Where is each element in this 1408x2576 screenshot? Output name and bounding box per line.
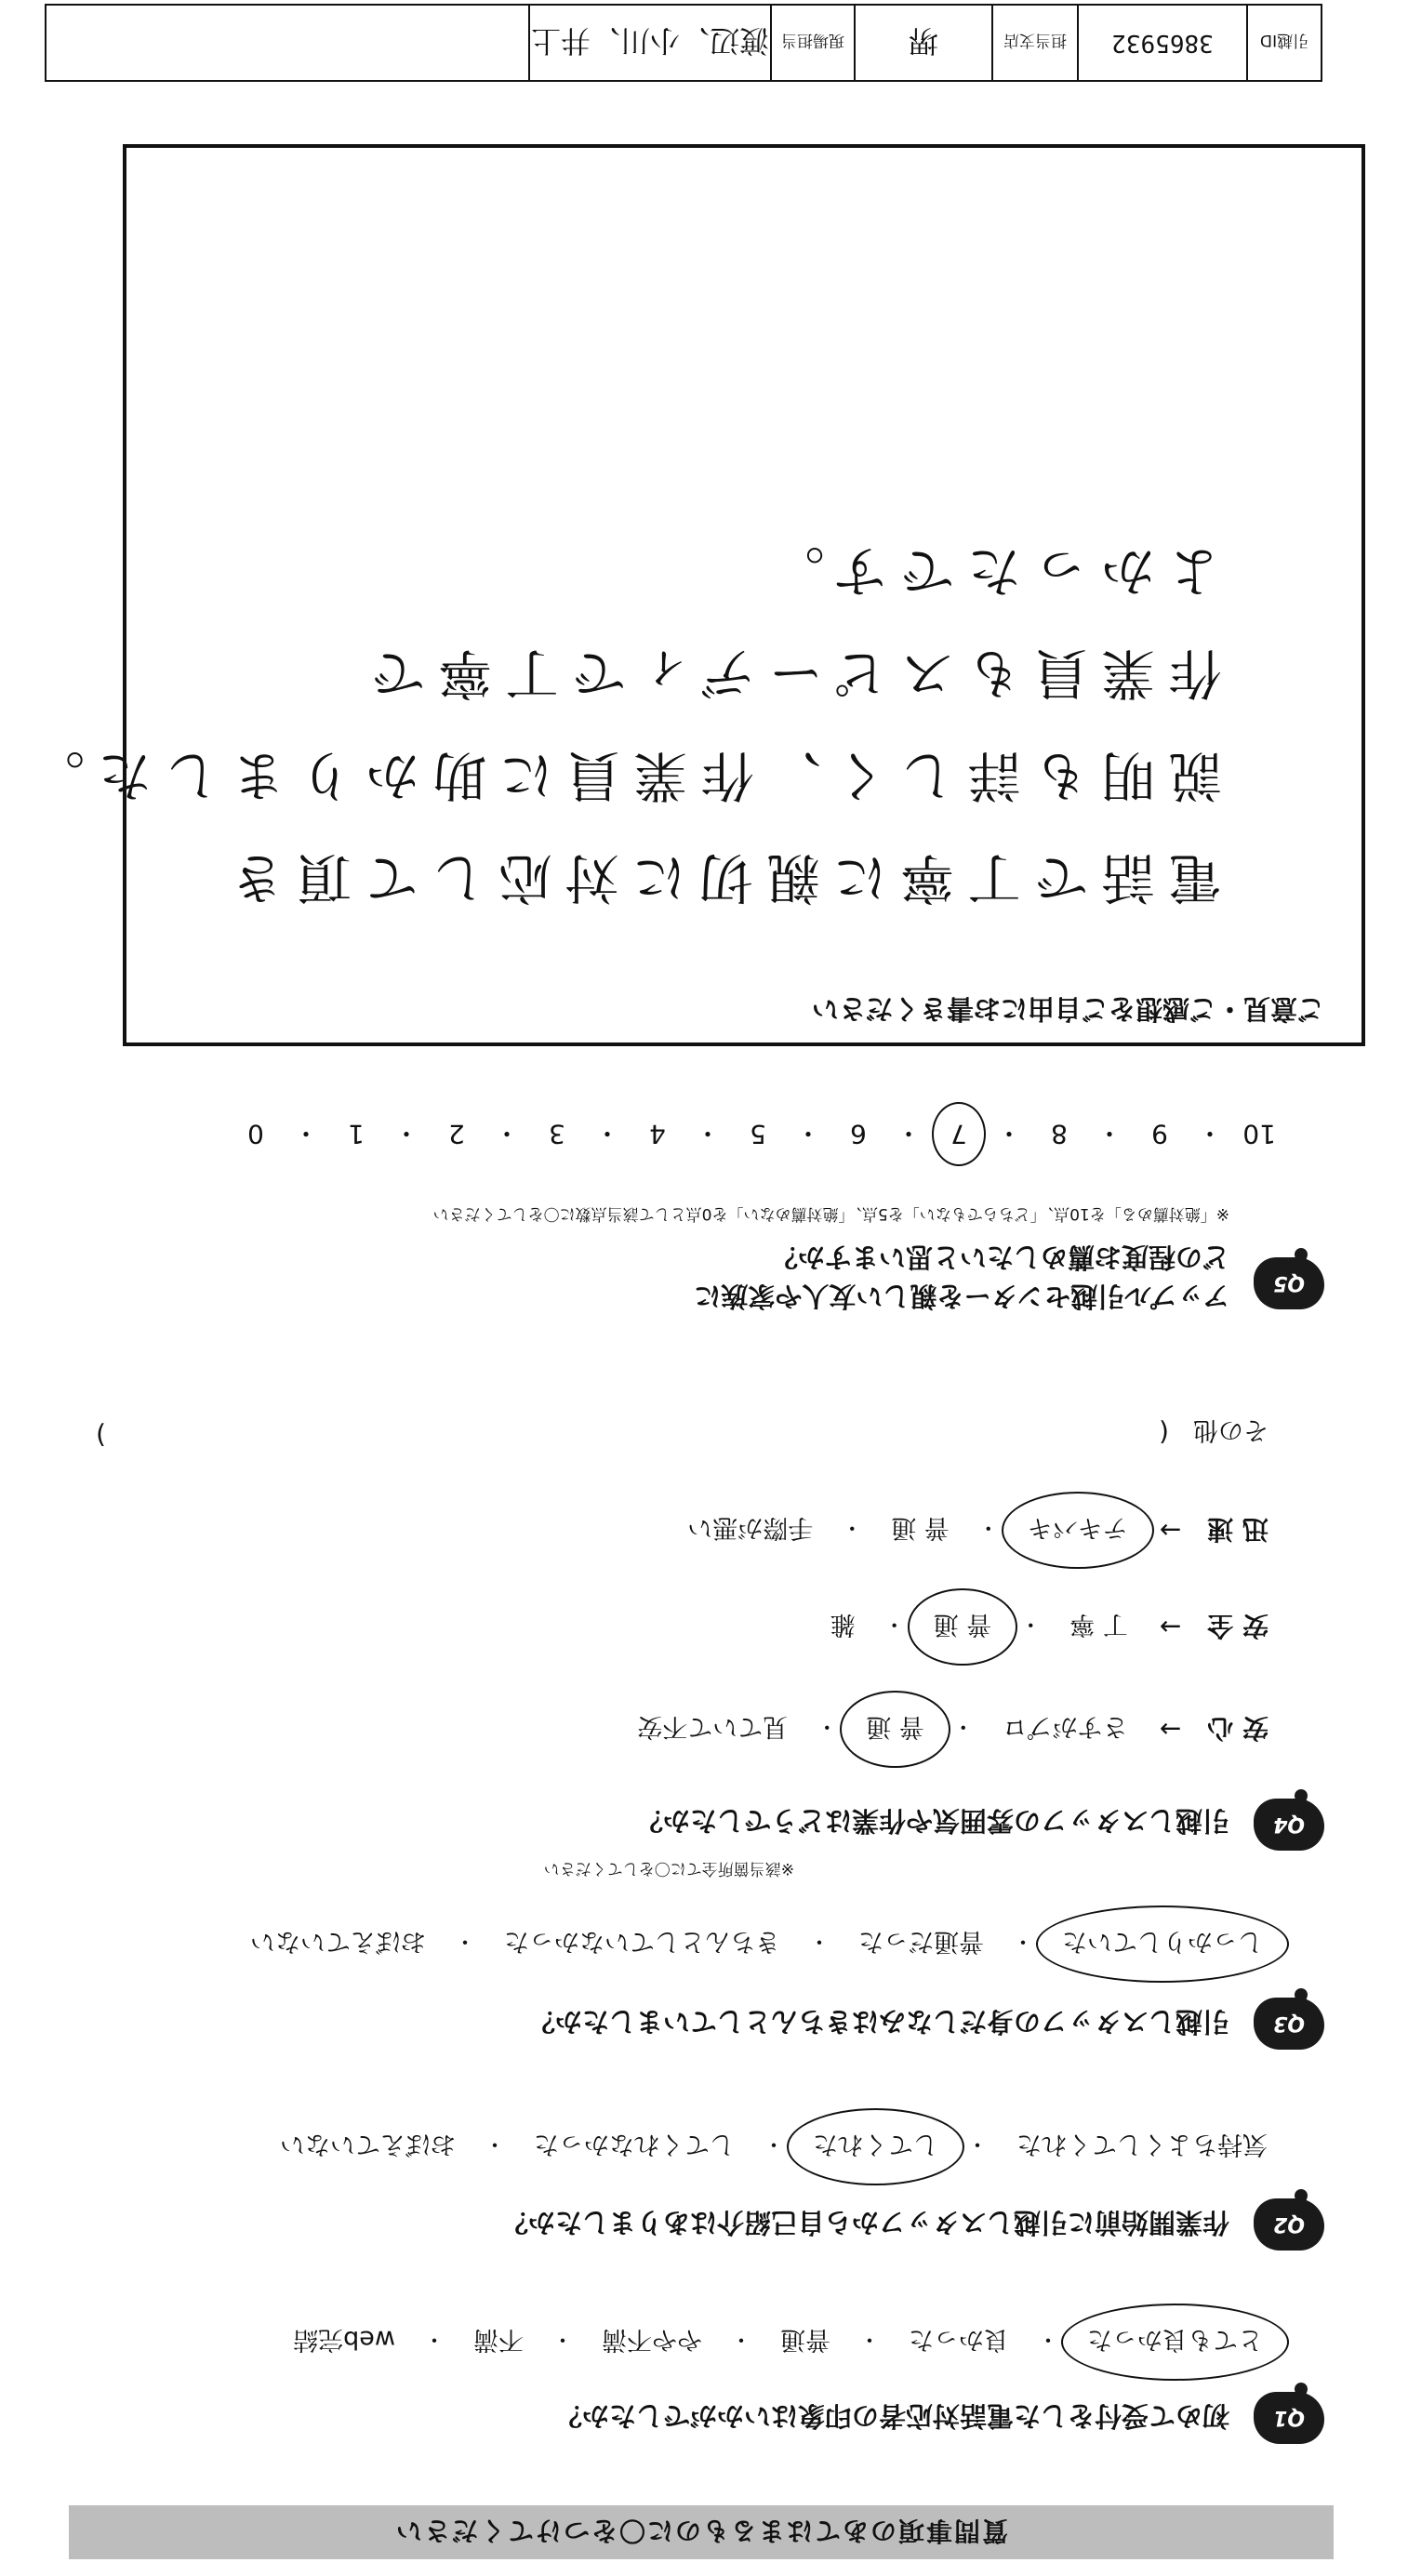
value-branch: 堺 [909, 23, 939, 59]
q4-row-jinsoku [682, 1512, 1269, 1549]
sep: ・ [293, 1118, 320, 1149]
staff-cell-label [770, 6, 854, 80]
sep: ・ [730, 2327, 752, 2353]
q4-row2-option-3[interactable]: 雑 [830, 1610, 856, 1640]
comment-title: ご意見・ご感想をご自由にお書きください [811, 993, 1324, 1025]
q1-options [287, 2324, 1269, 2360]
score-0[interactable]: 0 [247, 1119, 264, 1150]
score-9[interactable]: 9 [1151, 1119, 1168, 1150]
branch-cell-value [854, 6, 991, 80]
sep: ・ [1019, 1612, 1043, 1639]
q4-title: 引越しスタッフの雰囲気や作業はどうでしたか？ [635, 1805, 1229, 1837]
q4-row1-option-3[interactable]: 見ていて不安 [637, 1712, 789, 1742]
q4-row-label: 安 心 [1207, 1713, 1269, 1744]
q5-badge: Q5 [1273, 1271, 1306, 1295]
sep: ・ [454, 1929, 476, 1955]
q4-row3-option-3[interactable]: 手際が悪い [687, 1513, 814, 1543]
q4-row-anzen [825, 1609, 1269, 1646]
q3-option-1[interactable]: しっかりしていた [1056, 1926, 1269, 1962]
sep: ・ [551, 2327, 574, 2353]
value-hikkoshi-id: 3865932 [1111, 29, 1214, 57]
q1-option-6[interactable]: web完結 [293, 2325, 395, 2354]
score-8[interactable]: 8 [1051, 1119, 1068, 1150]
q4-icon [1254, 1799, 1324, 1851]
instruction-band [69, 2505, 1334, 2559]
sep: ・ [976, 1515, 1000, 1542]
q5-title-line1: アップル引越センターを親しい友人や家族に [694, 1281, 1229, 1312]
q1-option-2[interactable]: 良かった [909, 2325, 1009, 2354]
score-4[interactable]: 4 [649, 1119, 666, 1150]
label-branch: 担当支店 [1003, 31, 1067, 50]
q1-option-1[interactable]: とても良かった [1082, 2324, 1269, 2360]
arrow-icon: → [1159, 1515, 1182, 1547]
score-6[interactable]: 6 [850, 1119, 867, 1150]
id-table [45, 4, 1322, 82]
q1-option-4[interactable]: やや不満 [602, 2325, 702, 2354]
q3-icon [1254, 1998, 1324, 2050]
q4-row3-option-2[interactable]: 普 通 [891, 1513, 950, 1543]
sep: ・ [763, 2131, 785, 2158]
sep: ・ [816, 1714, 839, 1741]
sep: ・ [1037, 2327, 1059, 2353]
q1-badge: Q1 [1273, 2406, 1306, 2430]
q5-title-line2: どの程度お薦めしたいと思いますか？ [770, 1242, 1229, 1273]
score-3[interactable]: 3 [549, 1119, 565, 1150]
q2-option-1[interactable]: 気持ちよくしてくれた [1016, 2130, 1268, 2158]
q2-option-2[interactable]: してくれた [807, 2129, 944, 2165]
q2-options [274, 2129, 1273, 2165]
q2-icon [1254, 2198, 1324, 2251]
arrow-icon: → [1159, 1612, 1182, 1643]
sep: ・ [1096, 1118, 1123, 1149]
paren-close: ) [96, 1420, 106, 1451]
sep: ・ [883, 1612, 906, 1639]
sep: ・ [966, 2131, 989, 2158]
q3-option-2[interactable]: 普通だった [858, 1927, 984, 1956]
branch-cell-label [991, 6, 1077, 80]
q4-other-label: その他 [1193, 1415, 1269, 1444]
q4-badge: Q4 [1273, 1812, 1306, 1837]
q1-option-3[interactable]: 普通 [780, 2325, 830, 2354]
q5-scale [240, 1116, 1276, 1153]
q2-title: 作業開始前に引越しスタッフから自己紹介はありましたか？ [500, 2207, 1229, 2238]
id-cell-value [1077, 6, 1246, 80]
q5-note: ※「絶対薦める」を10点、「どちらでもない」を5点、「絶対薦めない」を0点として該当点数に〇をしてください [432, 1204, 1229, 1223]
q4-row3-option-1[interactable]: テキパキ [1022, 1513, 1134, 1549]
sep: ・ [423, 2327, 445, 2353]
blank-cell [46, 6, 528, 80]
sep: ・ [896, 1118, 923, 1149]
comment-line-4: よかったです。 [757, 539, 1222, 603]
comment-box[interactable] [18, 144, 1365, 1046]
id-cell-label [1246, 6, 1321, 80]
sep: ・ [858, 2327, 881, 2353]
sep: ・ [494, 1118, 521, 1149]
q1-option-5[interactable]: 不満 [473, 2325, 524, 2354]
sep: ・ [841, 1515, 864, 1542]
sep: ・ [808, 1929, 830, 1955]
value-staff: 渡辺、小川、井上 [531, 23, 770, 59]
score-1[interactable]: 1 [348, 1119, 365, 1150]
q2-option-3[interactable]: してくれなかった [534, 2130, 735, 2158]
comment-line-1: 電話で丁寧に親切に対応して頂き [217, 846, 1222, 910]
comment-line-2: 説明も詳しく、作業員に助かりました。 [18, 744, 1222, 807]
q1-icon [1254, 2392, 1324, 2444]
comment-line-3: 作業員もスピーディで丁寧で [357, 642, 1222, 705]
sep: ・ [484, 2131, 506, 2158]
sep: ・ [393, 1118, 420, 1149]
staff-cell-value [528, 6, 770, 80]
q2-badge: Q2 [1273, 2212, 1306, 2237]
sep: ・ [1197, 1118, 1224, 1149]
score-2[interactable]: 2 [448, 1119, 465, 1150]
instruction-text: 質問事項のあてはまるものに〇をつけてください [394, 2516, 1009, 2546]
q4-row-label: 迅 速 [1207, 1514, 1269, 1545]
q4-note: ※該当箇所全てに〇をしてください [543, 1859, 794, 1878]
sep: ・ [951, 1714, 975, 1741]
q3-option-3[interactable]: きちんとしていなかった [504, 1927, 780, 1956]
arrow-icon: → [1159, 1714, 1182, 1746]
q4-row2-option-1[interactable]: 丁 寧 [1069, 1610, 1128, 1640]
label-hikkoshi-id: 引越ID [1259, 31, 1309, 50]
sep: ・ [795, 1118, 822, 1149]
q4-row1-option-1[interactable]: さすがプロ [1002, 1712, 1128, 1742]
paren-open: ( [1159, 1417, 1169, 1448]
q3-options [245, 1926, 1269, 1962]
q3-option-4[interactable]: おぼえていない [250, 1927, 426, 1956]
q5-icon [1254, 1257, 1324, 1309]
score-7[interactable]: 7 [943, 1120, 975, 1150]
q4-row-label: 安 全 [1207, 1611, 1269, 1641]
q3-badge: Q3 [1273, 2012, 1306, 2036]
q4-row1-option-2[interactable]: 普 通 [860, 1712, 930, 1748]
q1-title: 初めて受付をした電話対応者の印象はいかがでしたか？ [554, 2400, 1229, 2432]
q4-row2-option-2[interactable]: 普 通 [928, 1610, 998, 1646]
q3-title: 引越しスタッフの身だしなみはきちんとしていましたか？ [527, 2006, 1229, 2038]
sep: ・ [1012, 1929, 1034, 1955]
sep: ・ [594, 1118, 621, 1149]
q4-other [1159, 1414, 1269, 1451]
sep: ・ [695, 1118, 722, 1149]
q4-row-anshin [631, 1711, 1269, 1748]
score-10[interactable]: 10 [1242, 1119, 1276, 1150]
q2-option-4[interactable]: おぼえていない [280, 2130, 456, 2158]
score-5[interactable]: 5 [750, 1119, 766, 1150]
sep: ・ [996, 1118, 1023, 1149]
label-staff: 現場担当 [781, 31, 844, 50]
